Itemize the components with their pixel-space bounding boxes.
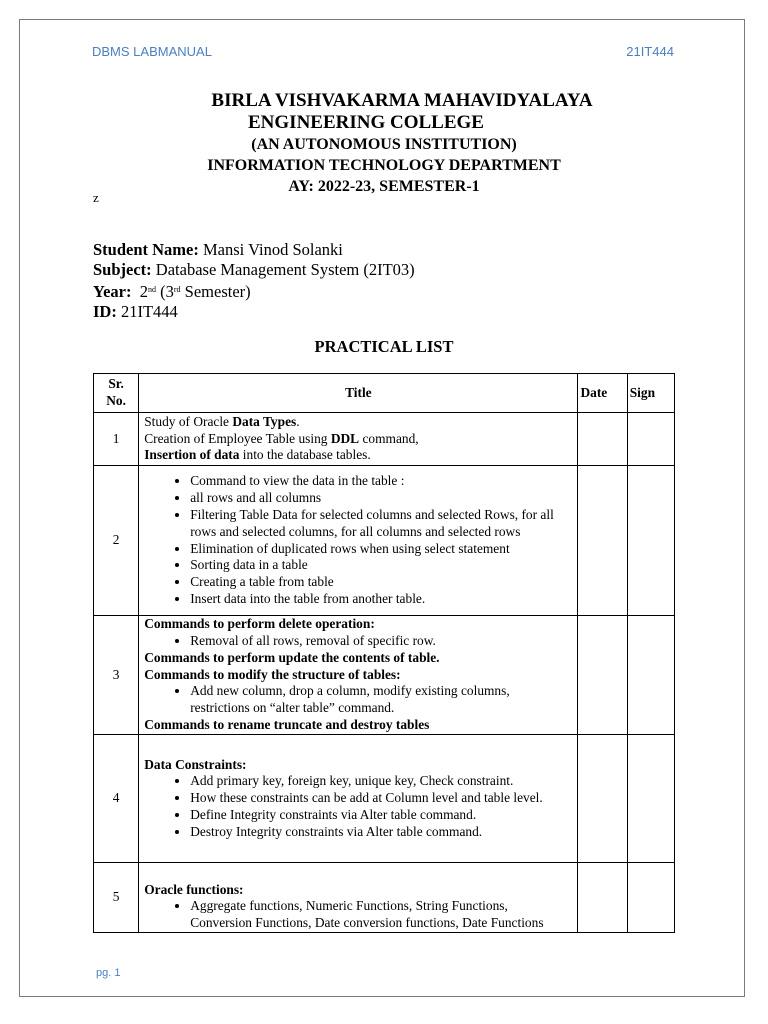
list-item: • Command to view the data in the table : bbox=[190, 473, 572, 490]
row1-text: into the database tables. bbox=[239, 447, 371, 463]
row3-heading: Commands to perform delete operation: bbox=[144, 616, 375, 632]
row-sr-no: 3 bbox=[94, 616, 139, 735]
row-title bbox=[139, 616, 578, 735]
list-item: • Destroy Integrity constraints via Alter table command. bbox=[190, 824, 572, 841]
table-row bbox=[94, 735, 675, 863]
id-line bbox=[93, 302, 415, 322]
row-sign-cell bbox=[627, 413, 674, 466]
id-value: 21IT444 bbox=[116, 302, 178, 321]
row1-text: . bbox=[296, 413, 300, 429]
list-item: • Define Integrity constraints via Alter table command. bbox=[190, 807, 572, 824]
row-sr-no: 2 bbox=[94, 466, 139, 616]
list-item: • Removal of all rows, removal of specific row. bbox=[190, 633, 572, 650]
list-item: • Add primary key, foreign key, unique key, Check constraint. bbox=[190, 773, 572, 790]
student-info bbox=[93, 240, 415, 322]
table-row bbox=[94, 616, 675, 735]
year-label: Year: bbox=[93, 282, 132, 301]
table-header-row bbox=[94, 374, 675, 413]
row-title bbox=[139, 466, 578, 616]
header-sr-no: Sr. No. bbox=[94, 374, 139, 413]
year-suffix: nd bbox=[147, 285, 156, 294]
list-item: • Add new column, drop a column, modify existing columns, restrictions on “alter table” command. bbox=[190, 683, 572, 717]
list-item: • How these constraints can be add at Column level and table level. bbox=[190, 790, 572, 807]
row-date-cell bbox=[578, 616, 627, 735]
stray-character: z bbox=[93, 190, 99, 205]
year-line bbox=[93, 280, 415, 302]
college-title-block bbox=[92, 90, 676, 197]
row5-heading: Oracle functions: bbox=[144, 881, 244, 897]
row1-bold: Data Types bbox=[232, 413, 297, 429]
table-row bbox=[94, 863, 675, 933]
list-item: • all rows and all columns bbox=[190, 490, 572, 507]
row-title bbox=[139, 413, 578, 466]
header-left-text: DBMS LABMANUAL bbox=[92, 44, 212, 59]
row3-heading: Commands to modify the structure of tables: bbox=[144, 666, 401, 682]
subject-value: Database Management System (2IT03) bbox=[151, 260, 415, 279]
row3-heading: Commands to perform update the contents of table. bbox=[144, 649, 440, 665]
row-sr-no: 1 bbox=[94, 413, 139, 466]
row-sign-cell bbox=[627, 735, 674, 863]
header-sign: Sign bbox=[627, 374, 674, 413]
academic-year: AY: 2022-23, SEMESTER-1 bbox=[288, 178, 480, 195]
row-date-cell bbox=[578, 466, 627, 616]
row3-heading: Commands to rename truncate and destroy tables bbox=[144, 716, 430, 732]
row1-text: command, bbox=[359, 430, 419, 446]
practical-list-heading: PRACTICAL LIST bbox=[314, 337, 454, 356]
practical-table bbox=[93, 373, 675, 933]
student-name-label: Student Name: bbox=[93, 240, 199, 259]
row-title bbox=[139, 863, 578, 933]
header-date: Date bbox=[578, 374, 627, 413]
subject-line bbox=[93, 260, 415, 280]
row4-heading: Data Constraints: bbox=[144, 756, 247, 772]
row1-bold: DDL bbox=[330, 430, 360, 446]
row-sign-cell bbox=[627, 863, 674, 933]
table-row bbox=[94, 413, 675, 466]
list-item: • Elimination of duplicated rows when using select statement bbox=[190, 541, 572, 558]
subject-label: Subject: bbox=[93, 260, 152, 279]
row-sign-cell bbox=[627, 616, 674, 735]
row1-bold: Insertion of data bbox=[144, 447, 240, 463]
college-name-line1: BIRLA VISHVAKARMA MAHAVIDYALAYA bbox=[211, 90, 593, 111]
row1-text: Creation of Employee Table using bbox=[144, 430, 331, 446]
list-item: • Sorting data in a table bbox=[190, 557, 572, 574]
id-label: ID: bbox=[93, 302, 117, 321]
list-item: • Creating a table from table bbox=[190, 574, 572, 591]
header-right-text: 21IT444 bbox=[626, 44, 674, 59]
row-date-cell bbox=[578, 863, 627, 933]
header-title: Title bbox=[139, 374, 578, 413]
row1-text: Study of Oracle bbox=[144, 413, 233, 429]
semester-open: (3 bbox=[155, 282, 174, 301]
row-date-cell bbox=[578, 413, 627, 466]
semester-close: Semester) bbox=[180, 282, 251, 301]
list-item: • Filtering Table Data for selected columns and selected Rows, for all rows and selected columns, for all columns and selected rows bbox=[190, 507, 572, 541]
semester-suffix: rd bbox=[173, 285, 181, 294]
institution-type: (AN AUTONOMOUS INSTITUTION) bbox=[251, 136, 517, 153]
row-sr-no: 4 bbox=[94, 735, 139, 863]
year-number: 2 bbox=[139, 282, 148, 301]
row-title bbox=[139, 735, 578, 863]
table-row bbox=[94, 466, 675, 616]
list-item: • Aggregate functions, Numeric Functions, String Functions, Conversion Functions, Date conversion functions, Date Functions bbox=[190, 898, 572, 932]
college-name-line2: ENGINEERING COLLEGE bbox=[248, 112, 484, 133]
row2-bullet-list bbox=[144, 473, 572, 607]
department-name: INFORMATION TECHNOLOGY DEPARTMENT bbox=[207, 157, 561, 174]
student-name-line bbox=[93, 240, 415, 260]
row-sr-no: 5 bbox=[94, 863, 139, 933]
student-name-value: Mansi Vinod Solanki bbox=[198, 240, 343, 259]
page-number: pg. 1 bbox=[96, 967, 121, 979]
row-sign-cell bbox=[627, 466, 674, 616]
row-date-cell bbox=[578, 735, 627, 863]
list-item: • Insert data into the table from another table. bbox=[190, 591, 572, 608]
